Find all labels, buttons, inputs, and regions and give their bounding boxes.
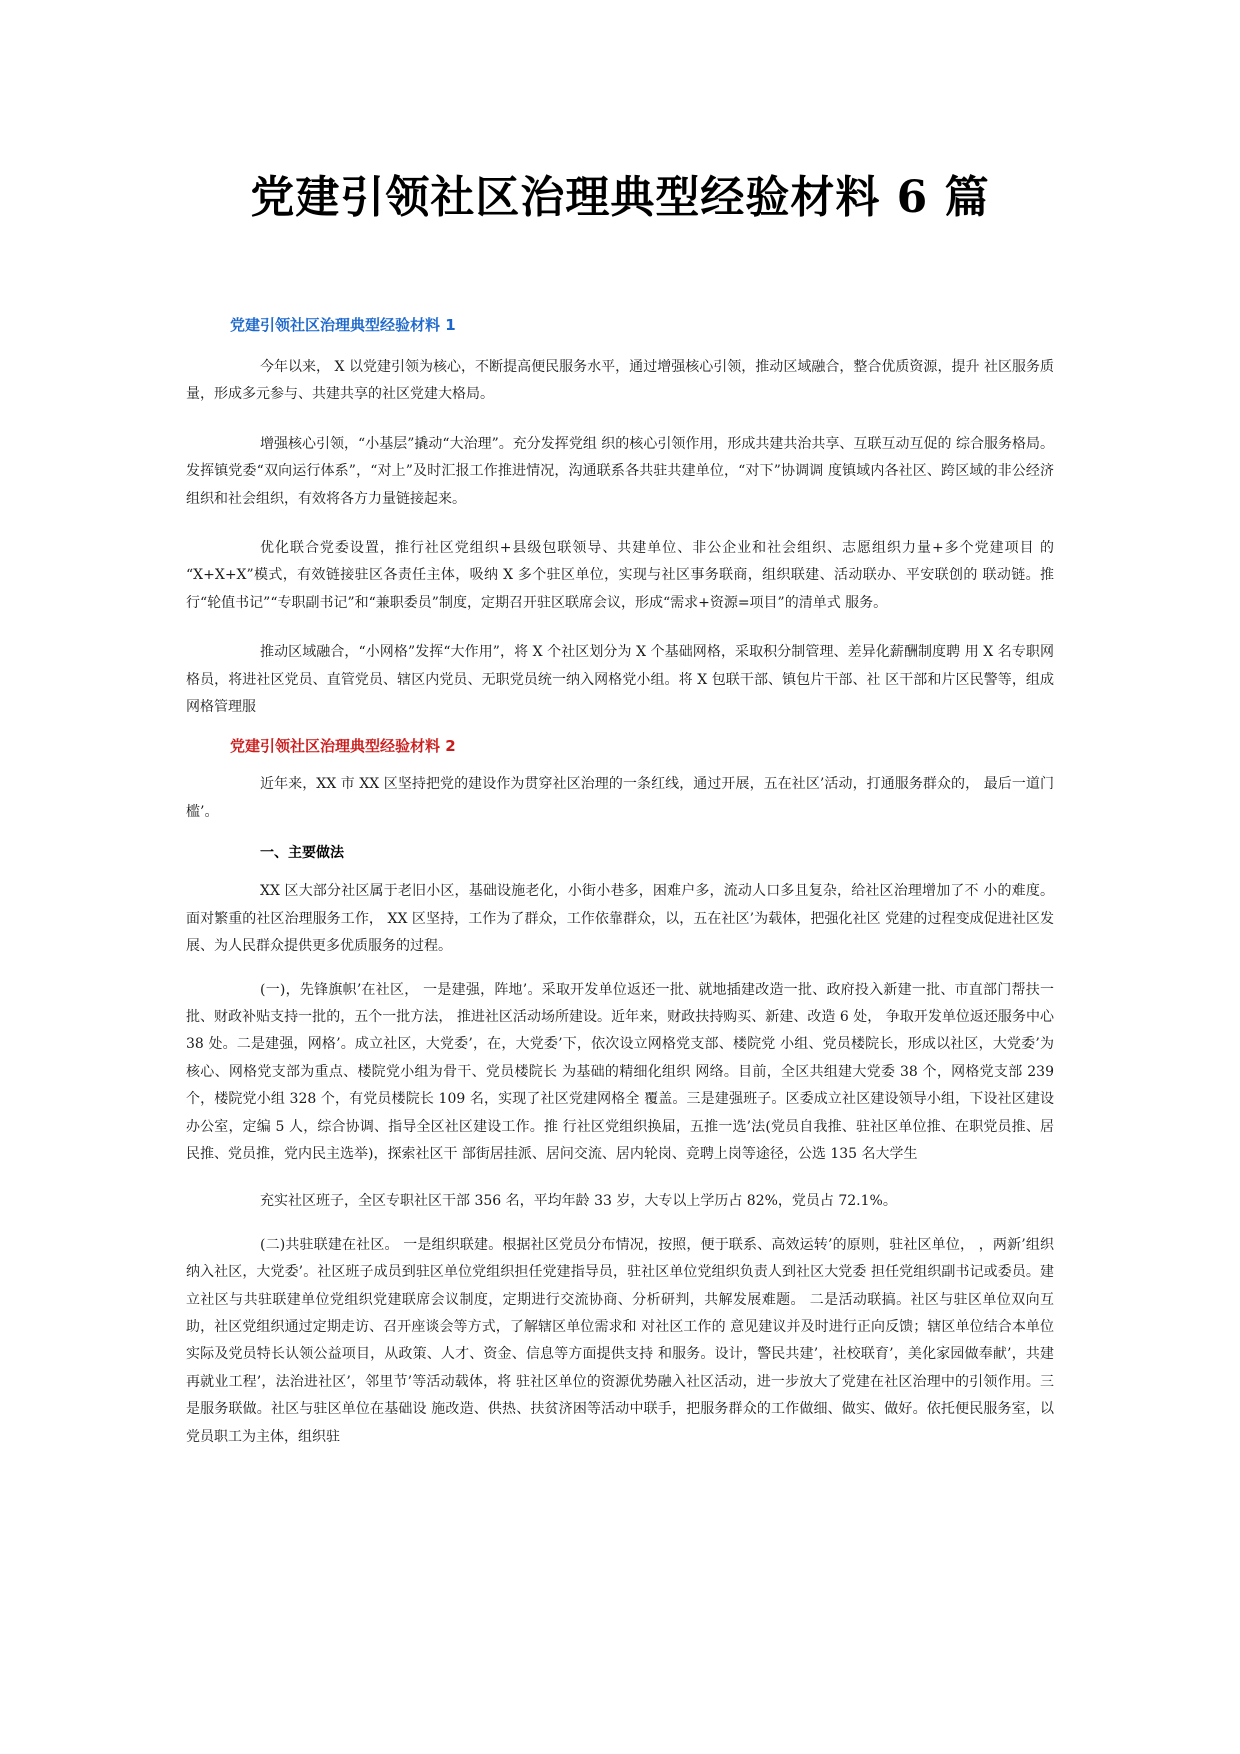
article-1-paragraph: 推动区域融合，“小网格”发挥“大作用”，将 X 个社区划分为 X 个基础网格，采取积分制管理、差异化薪酬制度聘 用 X 名专职网格员，将进社区党员、直管党员、辖区内党员、无职党员统一纳入网格党小组。将 X 包联干部、镇包片干部、社 区干部和片区民警等，组成网格管理服 bbox=[186, 644, 1054, 716]
article-2-paragraph: (一)，先锋旗帜’在社区， 一是建强，阵地’。采取开发单位返还一批、就地插建改造一批、政府投入新建一批、市直部门帮扶一批、财政补贴支持一批的，五个一批方法， 推进社区活动场所建设。近年来，财政扶持购买、新建、改造 6 处， 争取开发单位返还服务中心 38 处。二是建强，网格’。成立社区，大党委’，在，大党委’下，依次设立网格党支部、楼院党 小组、党员楼院长，形成以社区，大党委’为核心、网格党支部为重点、楼院党小组为骨干、党员楼院长 为基础的精细化组织 网络。目前，全区共组建大党委 38 个，网格党支部 239 个，楼院党小组 328 个，有党员楼院长 109 名，实现了社区党建网格全 覆盖。三是建强班子。区委成立社区建设领导小组，下设社区建设办公室，定编 5 人，综合协调、指导全区社区建设工作。推 行社区党组织换届，五推一选’法(党员自我推、驻社区单位推、在职党员推、居民推、党员推，党内民主选举)，探索社区干 部街居挂派、居问交流、居内轮岗、竞聘上岗等途径，公选 135 名大学生 bbox=[186, 981, 1054, 1162]
article-2-paragraph: (二)共驻联建在社区。 一是组织联建。根据社区党员分布情况，按照，便于联系、高效运转’的原则，驻社区单位， ，两新’组织纳入社区，大党委’。社区班子成员到驻区单位党组织担任党建指导员，驻社区单位党组织负责人到社区大党委 担任党组织副书记或委员。建立社区与共驻联建单位党组织党建联席会议制度，定期进行交流协商、分析研判，共解发展难题。 二是活动联搞。社区与驻区单位双向互助，社区党组织通过定期走访、召开座谈会等方式，了解辖区单位需求和 对社区工作的 意见建议并及时进行正向反馈；辖区单位结合本单位实际及党员特长认领公益项目，从政策、人才、资金、信息等方面提供支持 和服务。设计，警民共建’，社校联育’，美化家园做奉献’，共建再就业工程’，法治进社区’，邻里节’等活动载体，将 驻社区单位的资源优势融入社区活动，进一步放大了党建在社区治理中的引领作用。三是服务联做。社区与驻区单位在基础设 施改造、供热、扶贫济困等活动中联手，把服务群众的工作做细、做实、做好。依托便民服务室，以党员职工为主体，组织驻 bbox=[186, 1236, 1054, 1445]
article-1-heading: 党建引领社区治理典型经验材料 1 bbox=[230, 316, 456, 334]
article-1-paragraph: 优化联合党委设置，推行社区党组织+县级包联领导、共建单位、非公企业和社会组织、志愿组织力量+多个党建项目 的 “X+X+X”模式，有效链接驻区各责任主体，吸纳 X 多个驻区单位，实现与社区事务联商，组织联建、活动联办、平安联创的 联动链。推行“轮值书记”“专职副书记”和“兼职委员”制度，定期召开驻区联席会议，形成“需求+资源=项目”的清单式 服务。 bbox=[186, 540, 1054, 611]
article-2-heading: 党建引领社区治理典型经验材料 2 bbox=[230, 737, 456, 756]
article-2-paragraph: XX 区大部分社区属于老旧小区，基础设施老化，小街小巷多，困难户多，流动人口多且复杂，给社区治理增加了不 小的难度。面对繁重的社区治理服务工作， XX 区坚持，工作为了群众，工作依靠群众，以，五在社区’为载体，把强化社区 党建的过程变成促进社区发展、为人民群众提供更多优质服务的过程。 bbox=[186, 883, 1054, 955]
article-1-paragraph: 增强核心引领，“小基层”撬动“大治理”。充分发挥党组 织的核心引领作用，形成共建共治共享、互联互动互促的 综合服务格局。发挥镇党委“双向运行体系”，“对上”及时汇报工作推进情况，沟通联系各共驻共建单位，“对下”协调调 度镇域内各社区、跨区域的非公经济组织和社会组织，有效将各方力量链接起来。 bbox=[186, 435, 1054, 507]
article-1-paragraph: 今年以来， X 以党建引领为核心，不断提高便民服务水平，通过增强核心引领，推动区域融合，整合优质资源，提升 社区服务质量，形成多元参与、共建共享的社区党建大格局。 bbox=[186, 359, 1054, 403]
document-page bbox=[186, 0, 1054, 1451]
article-2-subheading: 一、主要做法 bbox=[260, 845, 344, 862]
article-2-paragraph: 充实社区班子，全区专职社区干部 356 名，平均年龄 33 岁，大专以上学历占 82%，党员占 72.1%。 bbox=[260, 1193, 897, 1210]
document-title: 党建引领社区治理典型经验材料 6 篇 bbox=[250, 172, 990, 223]
article-2-intro: 近年来，XX 市 XX 区坚持把党的建设作为贯穿社区治理的一条红线，通过开展，五在社区’活动，打通服务群众的， 最后一道门槛’。 bbox=[186, 776, 1054, 820]
